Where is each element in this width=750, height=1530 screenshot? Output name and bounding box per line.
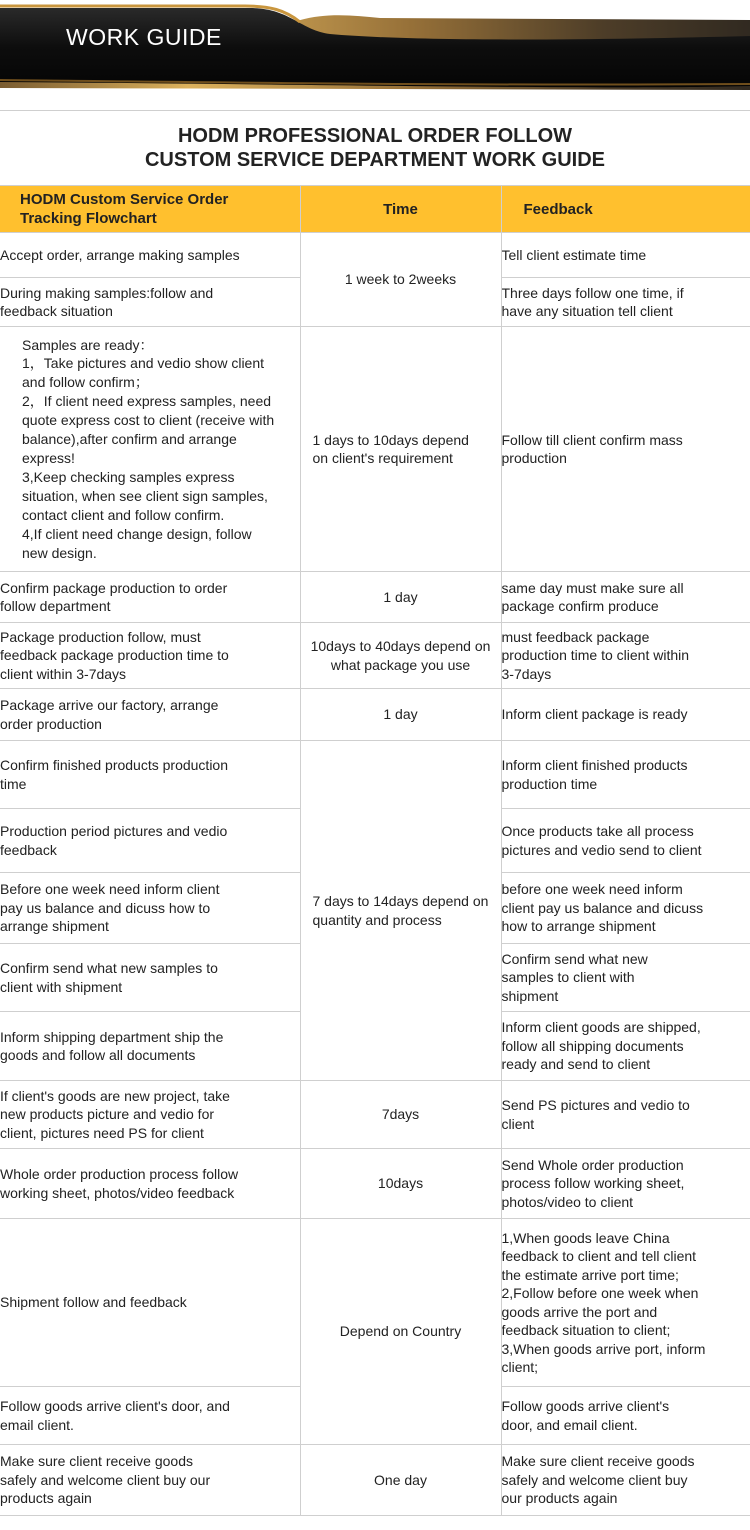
table-row [0, 1219, 750, 1387]
step-cell: Accept order, arrange making samples [0, 233, 300, 278]
feedback-cell: Inform client goods are shipped, follow all shipping documents ready and send to client [501, 1012, 750, 1081]
step-cell: Confirm package production to order follow department [0, 572, 300, 623]
page-heading [0, 124, 750, 172]
table-row [0, 623, 750, 689]
table-row [0, 572, 750, 623]
feedback-cell: Confirm send what new samples to client with shipment [501, 944, 750, 1012]
work-guide-table [0, 185, 750, 1516]
heading-line-1: HODM PROFESSIONAL ORDER FOLLOW [177, 125, 573, 147]
banner-title: WORK GUIDE [66, 24, 222, 50]
column-header-feedback: Feedback [501, 186, 750, 233]
time-cell: 1 week to 2weeks [300, 233, 501, 327]
feedback-cell: same day must make sure all package confirm produce [501, 572, 750, 623]
step-cell: Make sure client receive goods safely and welcome client buy our products again [0, 1445, 300, 1516]
step-cell: Confirm finished products production time [0, 741, 300, 809]
feedback-cell: Follow till client confirm mass production [501, 327, 750, 572]
table-row [0, 1081, 750, 1149]
time-cell: 7days [300, 1081, 501, 1149]
time-cell: 1 days to 10days depend on client's requirement [300, 327, 501, 572]
time-cell: 1 day [300, 689, 501, 741]
work-guide-banner [0, 0, 750, 112]
feedback-cell: Inform client finished products production time [501, 741, 750, 809]
step-cell: During making samples:follow and feedback situation [0, 278, 300, 327]
feedback-cell: Make sure client receive goods safely and welcome client buy our products again [501, 1445, 750, 1516]
feedback-cell: Follow goods arrive client's door, and email client. [501, 1387, 750, 1445]
time-cell: 1 day [300, 572, 501, 623]
step-cell: If client's goods are new project, take new products picture and vedio for client, pictures need PS for client [0, 1081, 300, 1149]
table-header-row [0, 186, 750, 233]
time-cell: One day [300, 1445, 501, 1516]
feedback-cell: Send PS pictures and vedio to client [501, 1081, 750, 1149]
feedback-cell: must feedback package production time to client within 3-7days [501, 623, 750, 689]
banner-shape [0, 0, 750, 112]
step-cell: Samples are ready： 1，Take pictures and vedio show client and follow confirm； 2，If client need express samples, need quote express cost to client (receive with balance),after confirm and arrange express! 3,Keep checking samples express situation, when see client sign samples, contact client and follow confirm. 4,If client need change design, follow new design. [0, 327, 300, 572]
step-cell: Inform shipping department ship the goods and follow all documents [0, 1012, 300, 1081]
table-row [0, 233, 750, 278]
step-cell: Shipment follow and feedback [0, 1219, 300, 1387]
feedback-cell: Inform client package is ready [501, 689, 750, 741]
column-header-flowchart: HODM Custom Service Order Tracking Flowchart [0, 186, 300, 233]
time-cell: 10days to 40days depend on what package you use [300, 623, 501, 689]
time-cell: 10days [300, 1149, 501, 1219]
step-cell: Follow goods arrive client's door, and email client. [0, 1387, 300, 1445]
step-cell: Package arrive our factory, arrange order production [0, 689, 300, 741]
table-row [0, 689, 750, 741]
heading-line-2: CUSTOM SERVICE DEPARTMENT WORK GUIDE [144, 149, 606, 171]
table-row [0, 1149, 750, 1219]
step-cell: Production period pictures and vedio feedback [0, 809, 300, 873]
feedback-cell: 1,When goods leave China feedback to client and tell client the estimate arrive port time; 2,Follow before one week when goods arrive the port and feedback situation to client; 3,When goods arrive port, inform client; [501, 1219, 750, 1387]
column-header-time: Time [300, 186, 501, 233]
step-cell: Package production follow, must feedback package production time to client within 3-7days [0, 623, 300, 689]
feedback-cell: before one week need inform client pay us balance and dicuss how to arrange shipment [501, 873, 750, 944]
feedback-cell: Send Whole order production process follow working sheet, photos/video to client [501, 1149, 750, 1219]
time-cell: 7 days to 14days depend on quantity and process [300, 741, 501, 1081]
feedback-cell: Three days follow one time, if have any situation tell client [501, 278, 750, 327]
step-cell: Whole order production process follow working sheet, photos/video feedback [0, 1149, 300, 1219]
banner-divider [0, 110, 750, 111]
table-row [0, 327, 750, 572]
step-cell: Confirm send what new samples to client with shipment [0, 944, 300, 1012]
feedback-cell: Tell client estimate time [501, 233, 750, 278]
step-cell: Before one week need inform client pay us balance and dicuss how to arrange shipment [0, 873, 300, 944]
table-row [0, 1445, 750, 1516]
feedback-cell: Once products take all process pictures and vedio send to client [501, 809, 750, 873]
time-cell: Depend on Country [300, 1219, 501, 1445]
table-row [0, 741, 750, 809]
